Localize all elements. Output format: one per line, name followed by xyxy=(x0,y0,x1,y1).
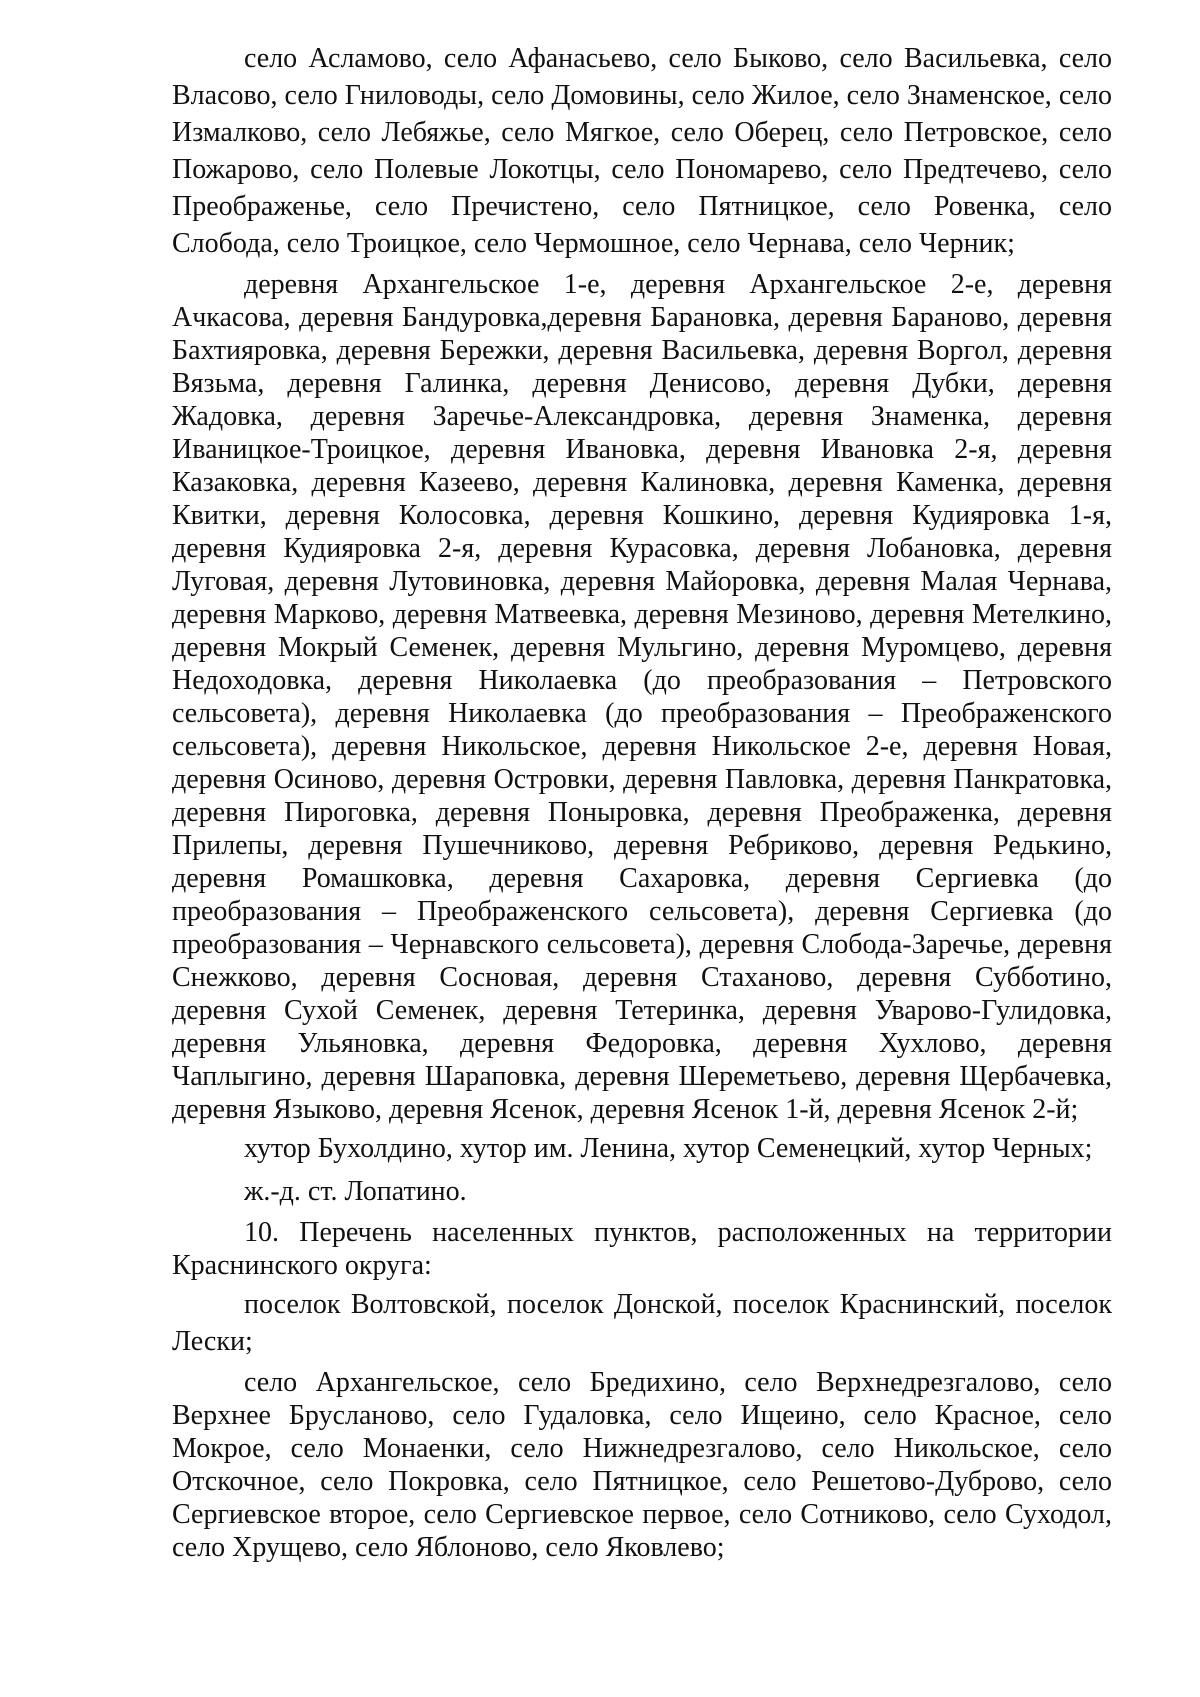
settlements-poselok-paragraph: поселок Волтовской, поселок Донской, поселок Краснинский, поселок Лески; xyxy=(172,1289,1112,1357)
krasnoe-selo-paragraph: село Архангельское, село Бредихино, село Верхнедрезгалово, село Верхнее Брусланово, село Гудаловка, село Ищеино, село Красное, село Мокрое, село Монаенки, село Нижнедрезгалово, село Никольское, село Отскочное, село Покровка, село Пятницкое, село Решетово-Дуброво, село Сергиевское второе, село Сергиевское первое, село Сотниково, село Суходол, село Хрущево, село Яблоново, село Яковлево; xyxy=(172,1367,1112,1563)
railway-station-paragraph: ж.-д. ст. Лопатино. xyxy=(244,1176,467,1207)
document-page xyxy=(172,40,1112,1568)
villages-derevnya-paragraph: деревня Архангельское 1-е, деревня Архангельское 2-е, деревня Ачкасова, деревня Бандуровка,деревня Барановка, деревня Бараново, деревня Бахтияровка, деревня Бережки, деревня Васильевка, деревня Воргол, деревня Вязьма, деревня Галинка, деревня Денисово, деревня Дубки, деревня Жадовка, деревня Заречье-Александровка, деревня Знаменка, деревня Иваницкое-Троицкое, деревня Ивановка, деревня Ивановка 2-я, деревня Казаковка, деревня Казеево, деревня Калиновка, деревня Каменка, деревня Квитки, деревня Колосовка, деревня Кошкино, деревня Кудияровка 1-я, деревня Кудияровка 2-я, деревня Курасовка, деревня Лобановка, деревня Луговая, деревня Лутовиновка, деревня Майоровка, деревня Малая Чернава, деревня Марково, деревня Матвеевка, деревня Мезиново, деревня Метелкино, деревня Мокрый Семенек, деревня Мульгино, деревня Муромцево, деревня Недоходовка, деревня Николаевка (до преобразования – Петровского сельсовета), деревня Николаевка (до преобразования – Преображенского сельсовета), деревня Никольское, деревня Никольское 2-е, деревня Новая, деревня Осиново, деревня Островки, деревня Павловка, деревня Панкратовка, деревня Пироговка, деревня Поныровка, деревня Преображенка, деревня Прилепы, деревня Пушечниково, деревня Ребриково, деревня Редькино, деревня Ромашковка, деревня Сахаровка, деревня Сергиевка (до преобразования – Преображенского сельсовета), деревня Сергиевка (до преобразования – Чернавского сельсовета), деревня Слобода-Заречье, деревня Снежково, деревня Сосновая, деревня Стаханово, деревня Субботино, деревня Сухой Семенек, деревня Тетеринка, деревня Уварово-Гулидовка, деревня Ульяновка, деревня Федоровка, деревня Хухлово, деревня Чаплыгино, деревня Шараповка, деревня Шереметьево, деревня Щербачевка, деревня Языково, деревня Ясенок, деревня Ясенок 1-й, деревня Ясенок 2-й; xyxy=(172,269,1112,1125)
section-10-heading-paragraph: 10. Перечень населенных пунктов, расположенных на территории Краснинского округа: xyxy=(172,1217,1112,1281)
villages-selo-paragraph: село Асламово, село Афанасьево, село Быково, село Васильевка, село Власово, село Гниловоды, село Домовины, село Жилое, село Знаменское, село Измалково, село Лебяжье, село Мягкое, село Оберец, село Петровское, село Пожарово, село Полевые Локотцы, село Пономарево, село Предтечево, село Преображенье, село Пречистено, село Пятницкое, село Ровенка, село Слобода, село Троицкое, село Чермошное, село Чернава, село Черник; xyxy=(172,43,1112,259)
hamlets-khutor-paragraph: хутор Бухолдино, хутор им. Ленина, хутор Семенецкий, хутор Черных; xyxy=(244,1133,1093,1164)
